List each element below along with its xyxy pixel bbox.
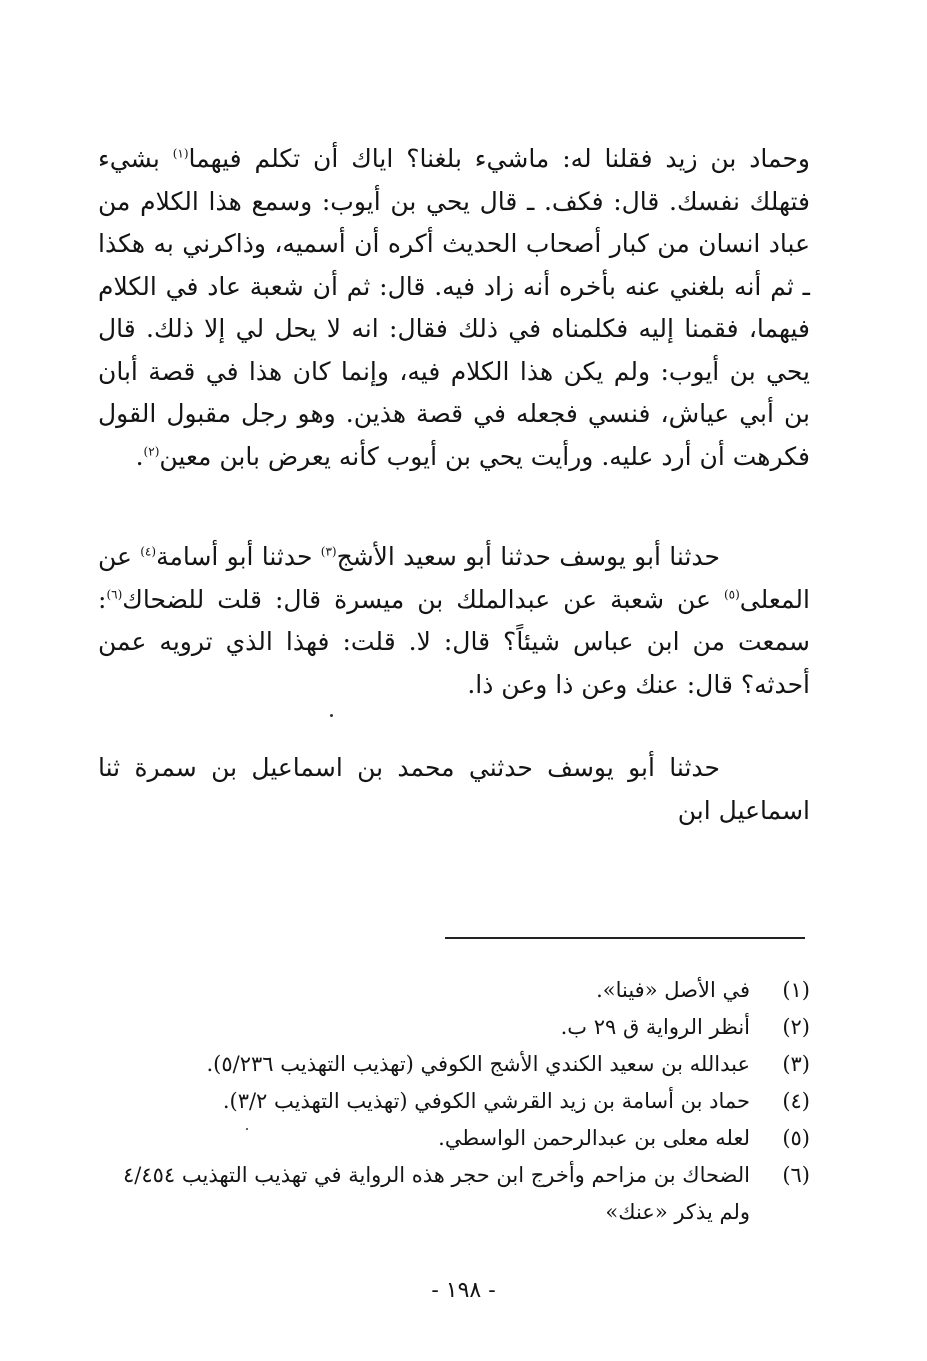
footnote-number: (٥): [782, 1126, 810, 1150]
paragraph-3-text: حدثنا أبو يوسف حدثني محمد بن اسماعيل بن سمرة ثنا اسماعيل ابن: [98, 753, 810, 825]
footnote-number: (٣): [782, 1052, 810, 1076]
paragraph-1-text: بشيء فتهلك نفسك. قال: فكف. ـ قال يحي بن أيوب: وسمع هذا الكلام من عباد انسان من كبار أصحاب الحديث أكره أن أسميه، وذاكرني به هكذا ـ ثم أنه بلغني عنه بأخره أنه زاد فيه. قال: ثم أن شعبة عاد في الكلام فيهما، فقمنا إليه فكلمناه في ذلك فقال: انه لا يحل لي إلا ذلك. قال يحي بن أيوب: ولم يكن هذا الكلام فيه، وإنما كان هذا في قصة أبان بن أبي عياش، فنسي فجعله في قصة هذين. وهو رجل مقبول القول فكرهت أن أرد عليه. ورأيت يحي بن أيوب كأنه يعرض بابن معين: [98, 144, 810, 471]
page-number: - ١٩٨ -: [431, 1278, 496, 1303]
footnote-item: [98, 1046, 810, 1083]
footnote-ref-4: (٤): [140, 544, 157, 559]
footnote-ref-1: (١): [172, 146, 189, 161]
scan-speck: [330, 714, 333, 717]
footnote-item: [98, 972, 810, 1009]
footnote-ref-3: (٣): [320, 544, 337, 559]
footnote-text: لعله معلى بن عبدالرحمن الواسطي.: [438, 1126, 750, 1150]
footnote-divider: [445, 937, 805, 939]
footnote-number: (٢): [782, 1015, 810, 1039]
footnote-text: عبدالله بن سعيد الكندي الأشج الكوفي (تهذيب التهذيب ٥/٢٣٦).: [206, 1052, 750, 1076]
footnote-number: (١): [782, 978, 810, 1002]
footnote-item: [98, 1083, 810, 1120]
paragraph-2: [98, 536, 810, 706]
footnote-text: أنظر الرواية ق ٢٩ ب.: [560, 1015, 750, 1039]
footnote-item: [98, 1120, 810, 1157]
footnote-ref-6: (٦): [106, 587, 123, 602]
paragraph-1-text: .: [135, 441, 144, 471]
footnotes-list: [98, 972, 810, 1231]
footnote-item: [98, 1157, 810, 1231]
footnote-number: (٦): [782, 1163, 810, 1187]
paragraph-2-text: : سمعت من ابن عباس شيئاً؟ قال: لا. قلت: فهذا الذي ترويه عمن أحدثه؟ قال: عنك وعن ذا وعن ذا.: [98, 584, 810, 699]
paragraph-2-text: عن المعلى: [98, 542, 810, 614]
footnote-text: في الأصل «فينا».: [596, 978, 750, 1002]
footnote-number: (٤): [782, 1089, 810, 1113]
footnote-text: الضحاك بن مزاحم وأخرج ابن حجر هذه الرواية في تهذيب التهذيب ٤/٤٥٤ ولم يذكر «عنك»: [123, 1163, 750, 1224]
paragraph-1: [98, 138, 810, 478]
footnote-text: حماد بن أسامة بن زيد القرشي الكوفي (تهذيب التهذيب ٣/٢).: [222, 1089, 750, 1113]
paragraph-2-text: حدثنا أبو يوسف حدثنا أبو سعيد الأشج: [336, 542, 720, 571]
paragraph-2-text: عن شعبة عن عبدالملك بن ميسرة قال: قلت للضحاك: [122, 584, 724, 614]
paragraph-3: [98, 747, 810, 832]
footnote-item: [98, 1009, 810, 1046]
footnote-ref-2: (٢): [143, 444, 160, 459]
scan-speck: [246, 1128, 248, 1130]
paragraph-2-text: حدثنا أبو أسامة: [156, 542, 321, 571]
footnote-ref-5: (٥): [723, 587, 740, 602]
paragraph-1-text: وحماد بن زيد فقلنا له: ماشيء بلغنا؟ اياك أن تكلم فيهما: [188, 144, 810, 173]
